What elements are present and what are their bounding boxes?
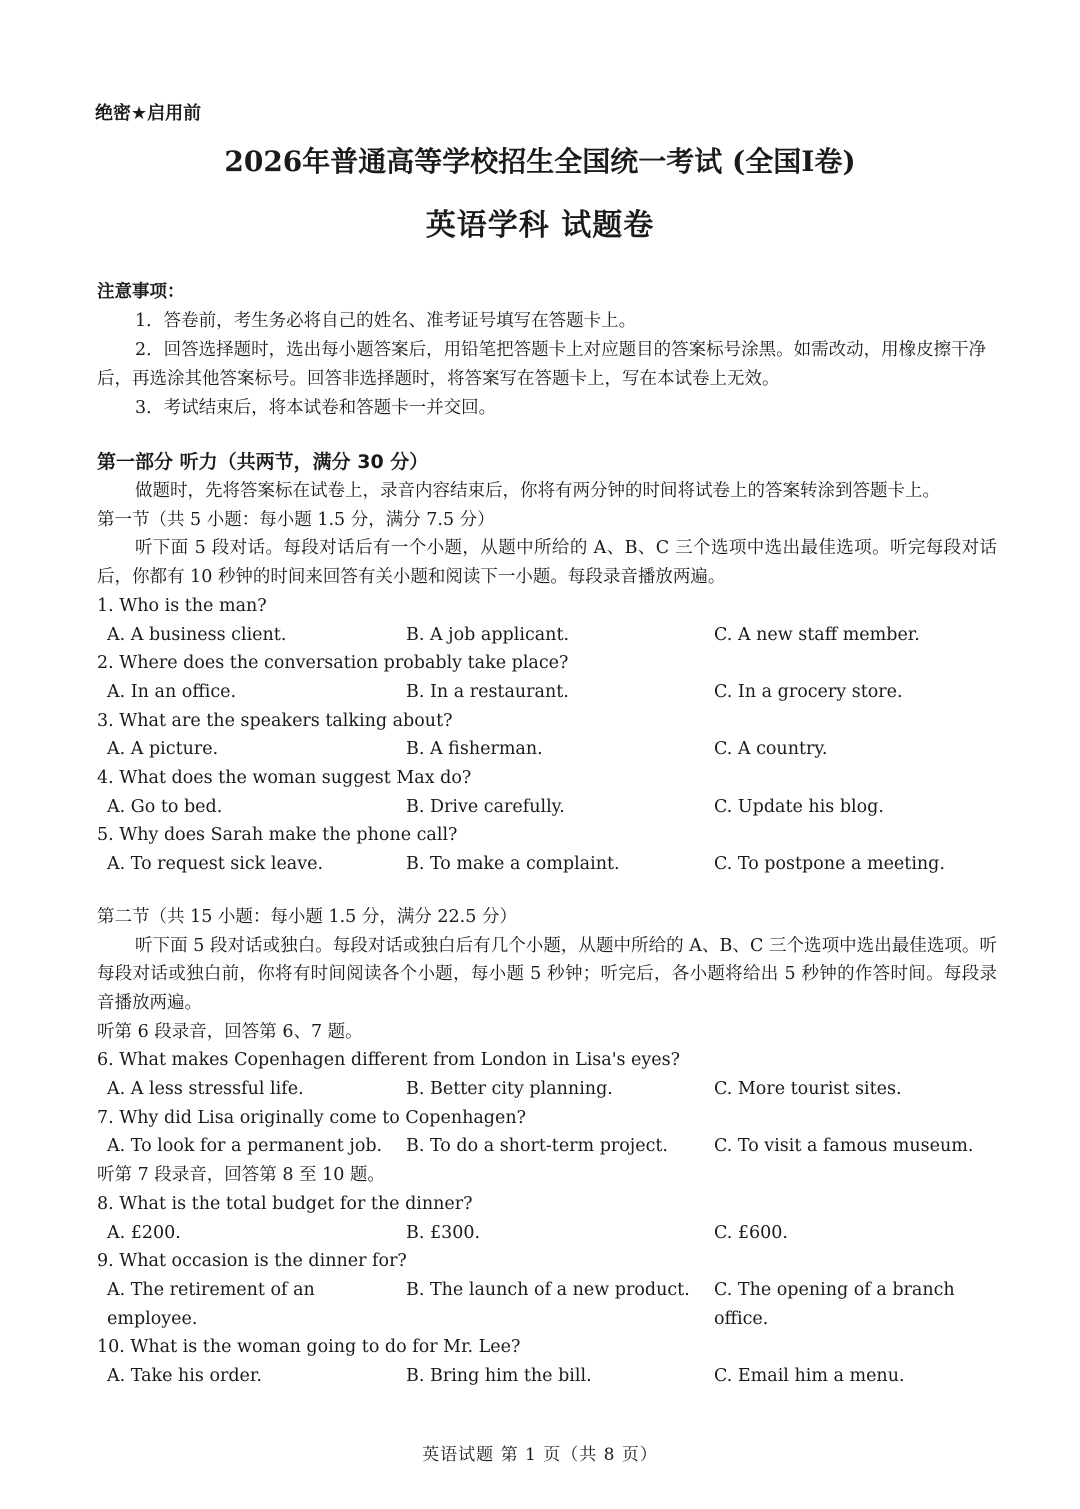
option-c: C. Email him a menu. [714,1366,905,1387]
exam-title: 2026年普通高等学校招生全国统一考试 (全国I卷) [224,145,856,178]
notice-item: 2．回答选择题时，选出每小题答案后，用铅笔把答题卡上对应题目的答案标号涂黑。如需改动，用橡皮擦干净后，再选涂其他答案标号。回答非选择题时，将答案写在答题卡上，写在本试卷上无效。 [97,340,987,389]
option-b: B. A job applicant. [406,624,570,645]
option-a: A. To look for a permanent job. [107,1136,383,1157]
question-block [97,764,997,821]
option-row [97,850,997,879]
notice-item: 3．考试结束后，将本试卷和答题卡一并交回。 [135,398,497,418]
option-row [97,735,997,764]
option-a: A. A picture. [107,739,219,760]
question-stem: 2. Where does the conversation probably take place? [97,653,569,674]
group-instruction: 听第 6 段录音，回答第 6、7 题。 [97,1021,363,1042]
question-block [97,707,997,764]
option-row [97,678,997,707]
option-b: B. £300. [406,1222,481,1243]
question-block [97,1190,997,1247]
option-a: A. Take his order. [107,1366,262,1387]
question-stem: 10. What is the woman going to do for Mr. Lee? [97,1337,521,1358]
option-c: C. To visit a famous museum. [714,1136,974,1157]
option-a: A. In an office. [107,681,237,702]
option-c: C. A country. [714,739,828,760]
option-c: C. More tourist sites. [714,1079,902,1100]
part1-intro: 做题时，先将答案标在试卷上，录音内容结束后，你将有两分钟的时间将试卷上的答案转涂到答题卡上。 [135,481,940,501]
option-b: B. The launch of a new product. [406,1279,690,1300]
question-stem: 5. Why does Sarah make the phone call? [97,825,458,846]
section1-title: 第一节（共 5 小题：每小题 1.5 分，满分 7.5 分） [97,509,495,530]
group-instruction: 听第 7 段录音，回答第 8 至 10 题。 [97,1165,385,1186]
question-stem: 8. What is the total budget for the dinner? [97,1193,473,1214]
option-row [97,1219,997,1248]
subject-title: 英语学科 试题卷 [425,208,655,243]
option-row [97,621,997,650]
question-stem: 6. What makes Copenhagen different from London in Lisa's eyes? [97,1050,681,1071]
option-a: A. Go to bed. [107,796,223,817]
question-stem: 3. What are the speakers talking about? [97,710,453,731]
option-row [97,1075,997,1104]
option-b: B. Drive carefully. [406,796,565,817]
question-stem: 4. What does the woman suggest Max do? [97,768,472,789]
option-row [97,1276,997,1333]
option-b: B. In a restaurant. [406,681,569,702]
option-b: B. Bring him the bill. [406,1366,592,1387]
option-b: B. A fisherman. [406,739,543,760]
option-c: C. Update his blog. [714,796,884,817]
question-stem: 7. Why did Lisa originally come to Copenhagen? [97,1107,527,1128]
listening-part [97,447,997,1391]
notice-heading: 注意事项： [97,282,185,302]
question-block [97,1104,997,1161]
option-a: A. A less stressful life. [107,1079,304,1100]
section2-title: 第二节（共 15 小题：每小题 1.5 分，满分 22.5 分） [97,906,517,927]
option-b: B. To do a short-term project. [406,1136,668,1157]
option-a: A. A business client. [107,624,287,645]
option-b: B. To make a complaint. [406,854,620,875]
question-block [97,1247,997,1333]
notice-section [97,278,997,423]
option-row [97,1362,997,1391]
page-footer: 英语试题 第 1 页（共 8 页） [422,1445,658,1465]
question-stem: 1. Who is the man? [97,595,267,616]
part1-title: 第一部分 听力（共两节，满分 30 分） [97,451,429,473]
question-block [97,649,997,706]
notice-item: 1．答卷前，考生务必将自己的姓名、准考证号填写在答题卡上。 [135,311,637,331]
section2-intro: 听下面 5 段对话或独白。每段对话或独白后有几个小题，从题中所给的 A、B、C 三个选项中选出最佳选项。听每段对话或独白前，你将有时间阅读各个小题，每小题 5 秒钟；听完后，各小题将给出 5 秒钟的作答时间。每段录音播放两遍。 [97,935,997,1013]
option-c: C. The opening of a branch office. [714,1279,955,1329]
option-b: B. Better city planning. [406,1079,613,1100]
option-c: C. A new staff member. [714,624,920,645]
option-a: A. To request sick leave. [107,854,324,875]
option-a: A. The retirement of an employee. [107,1279,315,1329]
option-c: C. To postpone a meeting. [714,854,945,875]
option-c: C. £600. [714,1222,788,1243]
question-block [97,1333,997,1390]
option-a: A. £200. [107,1222,181,1243]
option-row [97,1132,997,1161]
question-block [97,592,997,649]
option-row [97,793,997,822]
question-block [97,821,997,878]
question-block [97,1046,997,1103]
secret-label: 绝密★启用前 [95,103,202,124]
section1-intro: 听下面 5 段对话。每段对话后有一个小题，从题中所给的 A、B、C 三个选项中选出最佳选项。听完每段对话后，你都有 10 秒钟的时间来回答有关小题和阅读下一小题。每段录音播放两遍。 [97,538,997,588]
question-stem: 9. What occasion is the dinner for? [97,1251,407,1272]
option-c: C. In a grocery store. [714,681,903,702]
